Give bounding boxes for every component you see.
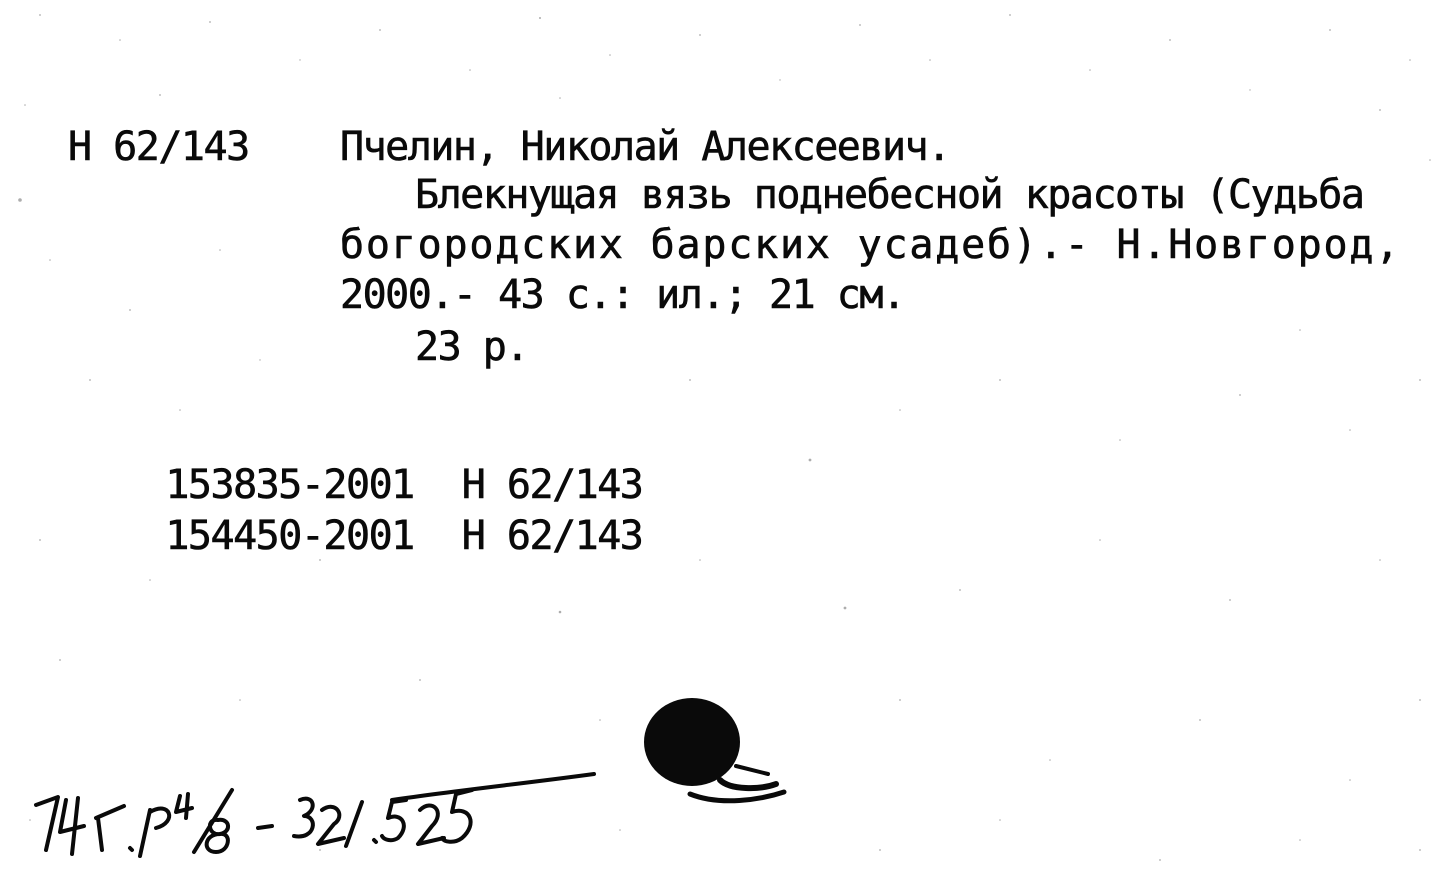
price: 23 р. [415, 324, 528, 370]
shelf-mark: Н 62/143 [68, 124, 249, 170]
inventory-row [75, 476, 642, 596]
physical-description: 2000.- 43 с.: ил.; 21 см. [340, 272, 905, 318]
imprint-line: богородских барских усадеб).- Н.Новгород, [340, 222, 1402, 268]
author-heading: Пчелин, Николай Алексеевич. [340, 124, 950, 170]
inventory-number: 154450-2001 [165, 513, 414, 559]
title-line: Блекнущая вязь поднебесной красоты (Судьба [415, 172, 1364, 218]
inventory-shelf-mark: Н 62/143 [461, 462, 643, 508]
inventory-shelf-mark: Н 62/143 [461, 513, 643, 559]
inventory-number: 153835-2001 [165, 462, 414, 508]
